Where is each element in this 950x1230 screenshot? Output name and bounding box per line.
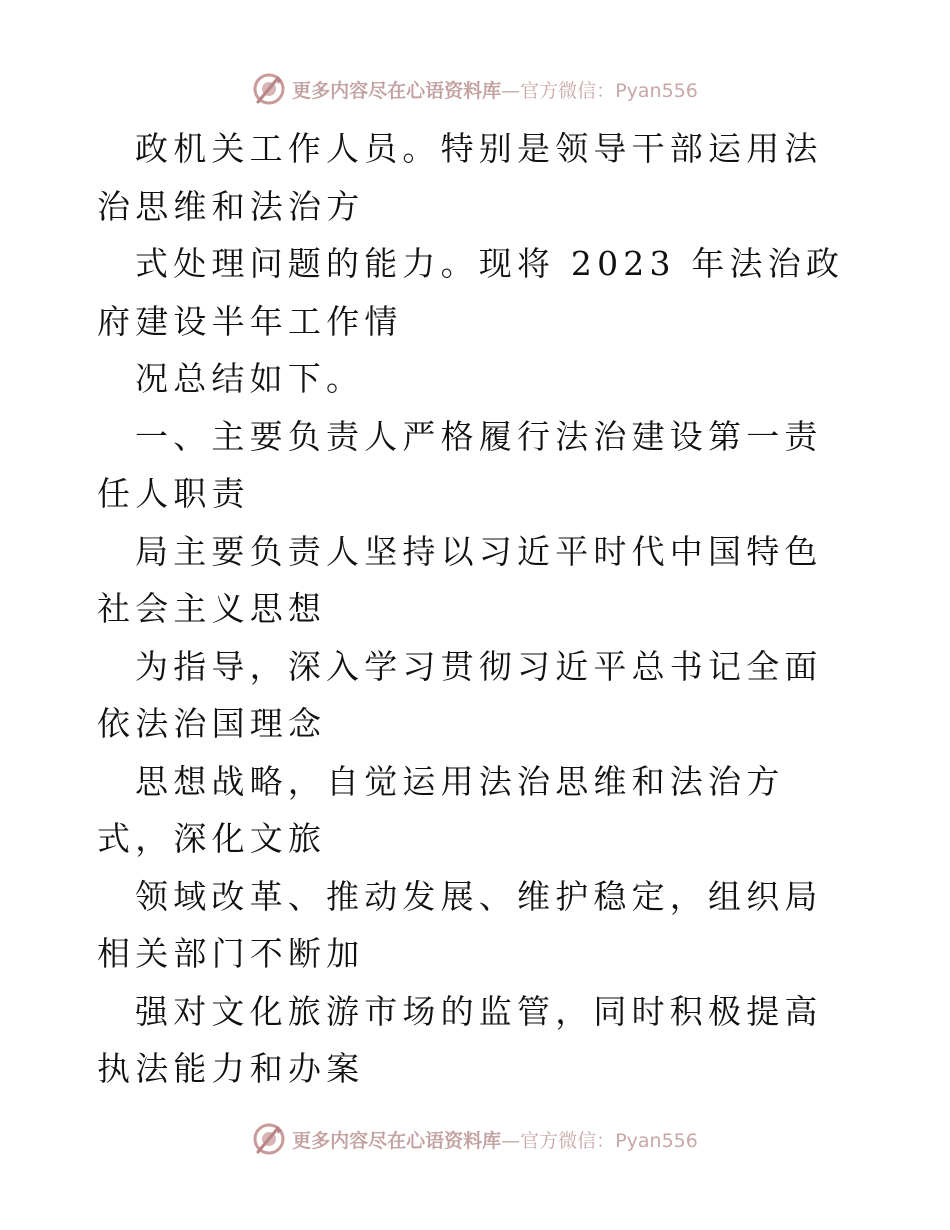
paragraph: 思想战略，自觉运用法治思维和法治方式，深化文旅 [97,761,785,858]
watermark-account-id: Pyan556 [615,79,698,102]
paragraph: 局主要负责人坚持以习近平时代中国特色社会主义思想 [97,531,823,628]
section-heading: 一、主要负责人严格履行法治建设第一责任人职责 [97,416,823,513]
watermark-account-label: 官方微信： [520,79,616,102]
watermark-separator: — [501,79,521,102]
brush-logo-icon [252,72,286,106]
watermark-text [292,76,698,103]
document-body [97,120,857,1098]
paragraph: 式处理问题的能力。现将 2023 年法治政府建设半年工作情 [97,244,845,341]
watermark-footer [0,1122,950,1156]
watermark-account-label: 官方微信： [520,1129,616,1152]
brush-logo-icon [252,1122,286,1156]
paragraph: 强对文化旅游市场的监管，同时积极提高执法能力和办案 [97,991,823,1088]
paragraph: 为指导，深入学习贯彻习近平总书记全面依法治国理念 [97,646,823,743]
paragraph: 领域改革、推动发展、维护稳定，组织局相关部门不断加 [97,876,823,973]
watermark-brand: 更多内容尽在心语资料库 [292,79,502,102]
watermark-text [292,1126,698,1153]
watermark-account-id: Pyan556 [615,1129,698,1152]
watermark-brand: 更多内容尽在心语资料库 [292,1129,502,1152]
paragraph: 况总结如下。 [135,359,365,398]
watermark-separator: — [501,1129,521,1152]
paragraph: 政机关工作人员。特别是领导干部运用法治思维和法治方 [97,129,823,226]
watermark-header [0,72,950,106]
